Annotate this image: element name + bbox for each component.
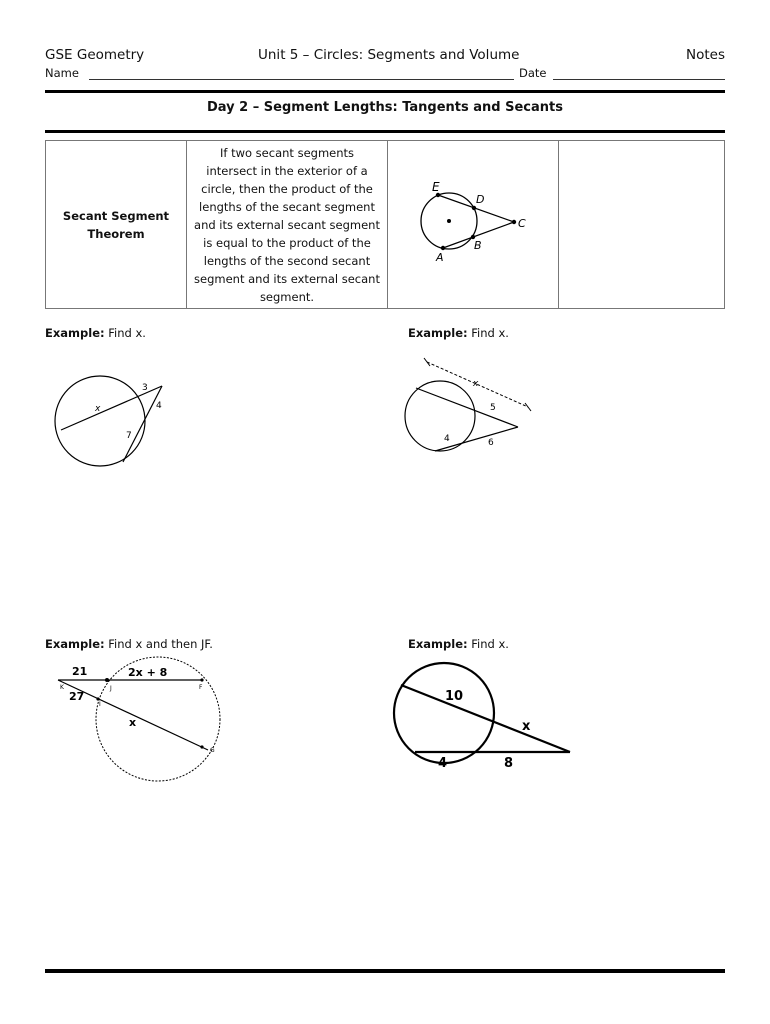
ex3-point-j: J	[110, 685, 112, 692]
ex4-label-10: 10	[445, 689, 464, 704]
ex2-label-6: 6	[488, 438, 494, 448]
label-a: A	[436, 251, 444, 264]
name-line	[89, 79, 514, 80]
ex3-label-27: 27	[69, 690, 85, 703]
label-e: E	[432, 180, 440, 194]
course-title: GSE Geometry	[45, 47, 145, 63]
example-3-diagram	[50, 656, 230, 796]
example-label: Example:	[408, 326, 468, 340]
ex4-label-8: 8	[504, 756, 514, 771]
top-rule	[45, 90, 725, 93]
ex3-point-i: I	[99, 701, 101, 708]
ex3-point-k: K	[60, 684, 64, 691]
example-2-diagram	[400, 355, 540, 455]
ex2-label-x: x	[473, 379, 479, 389]
example-label: Example:	[408, 637, 468, 651]
doc-type: Notes	[686, 47, 725, 63]
ex4-label-4: 4	[438, 756, 448, 771]
label-d: D	[476, 193, 485, 206]
date-line	[553, 79, 725, 80]
theorem-diagram-cell	[388, 141, 559, 309]
example-1-heading	[45, 326, 146, 340]
theorem-table	[45, 140, 725, 309]
theorem-notes-cell	[559, 141, 725, 309]
theorem-diagram	[388, 141, 558, 304]
ex3-point-g: G	[210, 747, 215, 754]
theorem-description: If two secant segments intersect in the exterior of a circle, then the product of the lengths of the secant segment and its external secant segment is equal to the product of the lengths of the second secant segment and its external secant segment.	[194, 145, 380, 304]
example-prompt: Find x and then JF.	[108, 637, 213, 651]
theorem-description-cell	[187, 141, 388, 309]
example-2-heading	[408, 326, 509, 340]
page-title: Day 2 – Segment Lengths: Tangents and Secants	[207, 100, 563, 115]
ex3-point-f: F	[199, 684, 203, 691]
example-4-heading	[408, 637, 509, 651]
example-3-heading	[45, 637, 213, 651]
ex4-label-x: x	[522, 719, 531, 734]
example-label: Example:	[45, 637, 105, 651]
example-4-diagram	[392, 658, 577, 773]
ex3-label-2x8: 2x + 8	[128, 666, 168, 679]
ex1-label-3: 3	[142, 383, 148, 393]
ex2-label-4: 4	[444, 434, 450, 444]
ex2-label-5: 5	[490, 403, 496, 413]
ex3-label-21: 21	[72, 665, 88, 678]
ex1-label-4: 4	[156, 401, 162, 411]
unit-title: Unit 5 – Circles: Segments and Volume	[258, 47, 520, 63]
theorem-name: Secant Segment Theorem	[62, 208, 170, 241]
example-prompt: Find x.	[108, 326, 146, 340]
ex3-label-x: x	[129, 716, 137, 729]
example-label: Example:	[45, 326, 105, 340]
example-prompt: Find x.	[471, 637, 509, 651]
label-c: C	[518, 217, 526, 230]
ex1-label-x: x	[95, 404, 101, 414]
title-rule	[45, 130, 725, 133]
example-prompt: Find x.	[471, 326, 509, 340]
name-label: Name	[45, 66, 79, 80]
ex1-label-7: 7	[126, 431, 132, 441]
bottom-rule	[45, 969, 725, 973]
label-b: B	[474, 239, 482, 252]
date-label: Date	[519, 66, 547, 80]
theorem-name-cell	[46, 141, 187, 309]
example-1-diagram	[45, 375, 175, 475]
